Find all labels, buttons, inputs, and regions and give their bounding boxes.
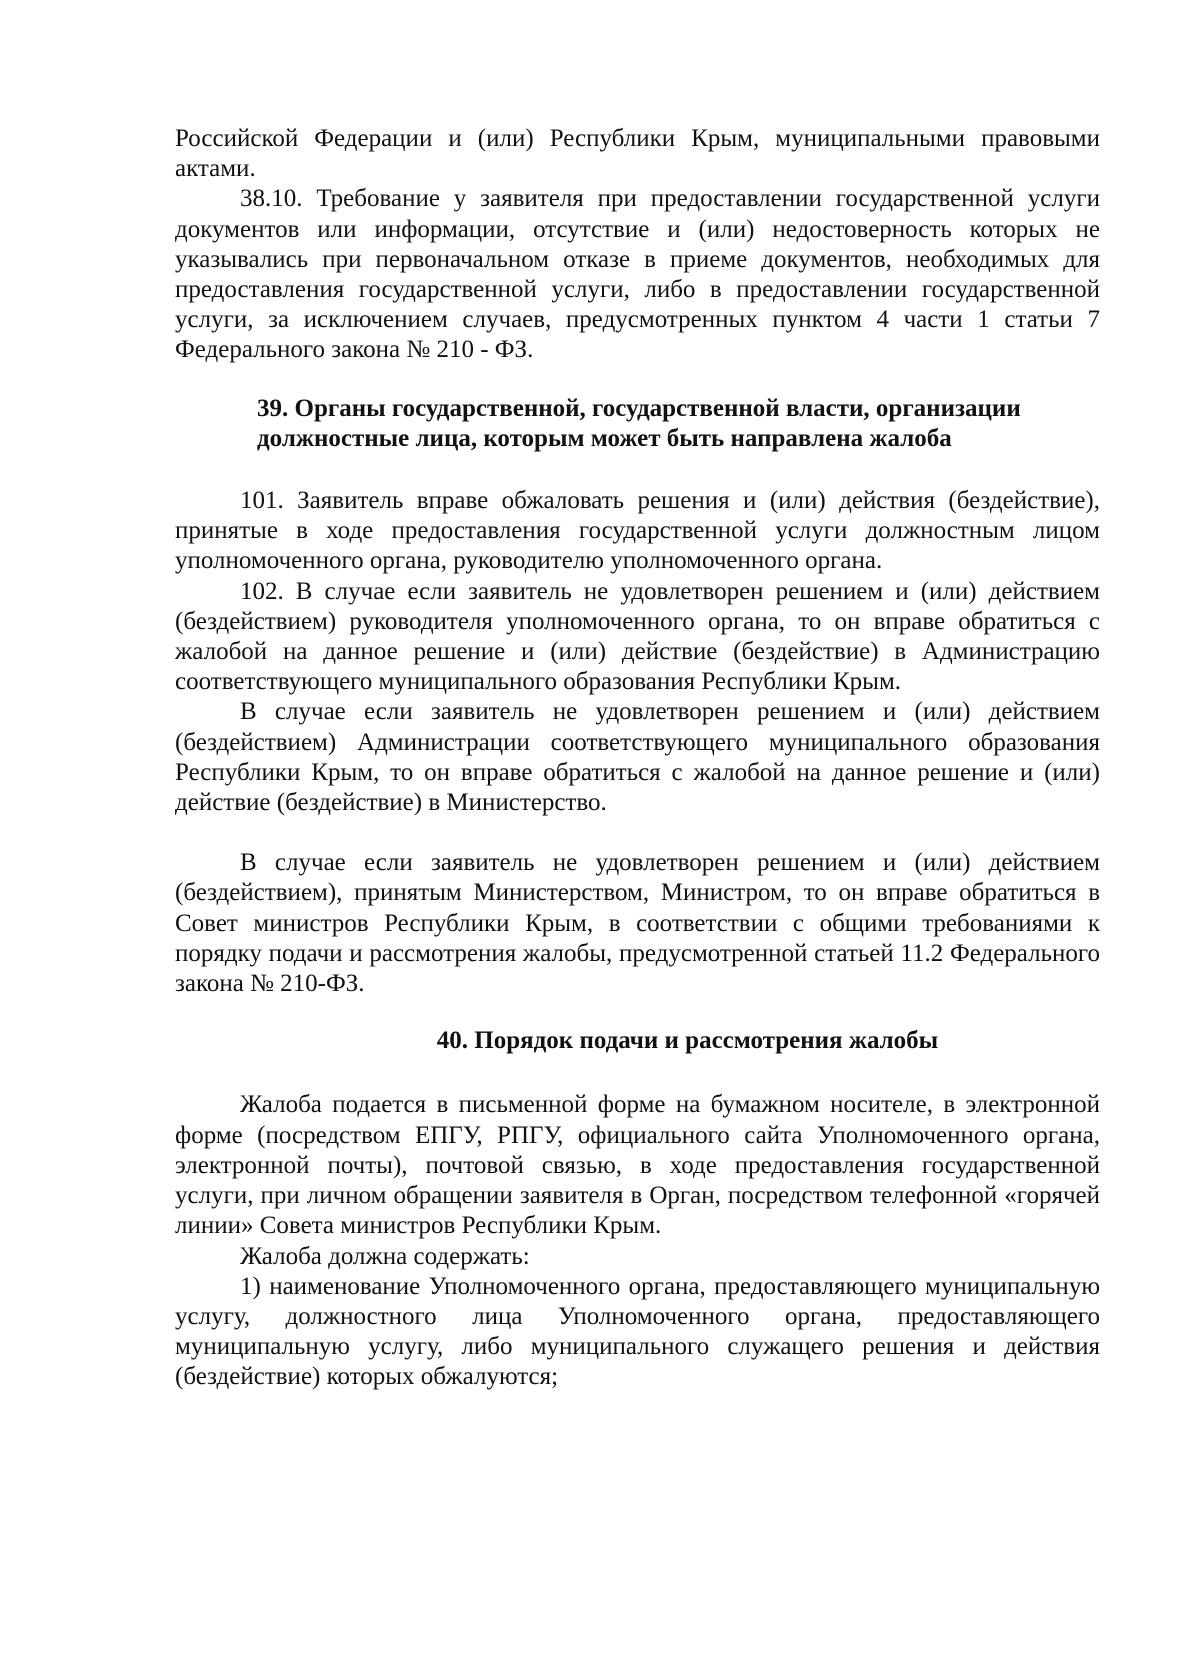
paragraph-101: 101. Заявитель вправе обжаловать решения и (или) действия (бездействие), принятые в ходе предоставления государственной услуги должностным лицом уполномоченного органа, руководителю уполномоченного органа. [175,487,1100,575]
paragraph-ministry-appeal: В случае если заявитель не удовлетворен решением и (или) действием (бездействием) Администрации соответствующего муниципального образования Республики Крым, то он вправе обратиться с жалобой на данное решение и (или) действие (бездействие) в Министерство. [175,698,1100,817]
paragraph-continuation: Российской Федерации и (или) Республики Крым, муниципальными правовыми актами. [175,125,1100,183]
document-page [175,124,1100,1393]
section-39-heading: 39. Органы государственной, государственной власти, организации должностные лица, которым может быть направлена жалоба [257,394,1021,452]
blank-line [175,818,1100,848]
list-item-1: 1) наименование Уполномоченного органа, предоставляющего муниципальную услугу, должностного лица Уполномоченного органа, предоставляющего муниципальную услугу, либо муниципального служащего решения и действия (бездействие) которых обжалуются; [175,1272,1100,1391]
paragraph-complaint-contents: Жалоба должна содержать: [240,1242,530,1270]
paragraph-complaint-form: Жалоба подается в письменной форме на бумажном носителе, в электронной форме (посредством ЕПГУ, РПГУ, официального сайта Уполномоченного органа, электронной почты), почтовой связью, в ходе предоставления государственной услуги, при личном обращении заявителя в Орган, посредством телефонной «горячей линии» Совета министров Республики Крым. [175,1091,1100,1240]
paragraph-council-appeal: В случае если заявитель не удовлетворен решением и (или) действием (бездействием), принятым Министерством, Министром, то он вправе обратиться в Совет министров Республики Крым, в соответствии с общими требованиями к порядку подачи и рассмотрения жалобы, предусмотренной статьей 11.2 Федерального закона № 210-ФЗ. [175,849,1100,998]
paragraph-102: 102. В случае если заявитель не удовлетворен решением и (или) действием (бездействием) руководителя уполномоченного органа, то он вправе обратиться с жалобой на данное решение и (или) действие (бездействие) в Администрацию соответствующего муниципального образования Республики Крым. [175,577,1100,696]
section-40-heading: 40. Порядок подачи и рассмотрения жалобы [436,1027,939,1055]
paragraph-38-10: 38.10. Требование у заявителя при предоставлении государственной услуги документов или информации, отсутствие и (или) недостоверность которых не указывались при первоначальном отказе в приеме документов, необходимых для предоставления государственной услуги, либо в предоставлении государственной услуги, за исключением случаев, предусмотренных пунктом 4 части 1 статьи 7 Федерального закона № 210 - ФЗ. [175,185,1100,364]
